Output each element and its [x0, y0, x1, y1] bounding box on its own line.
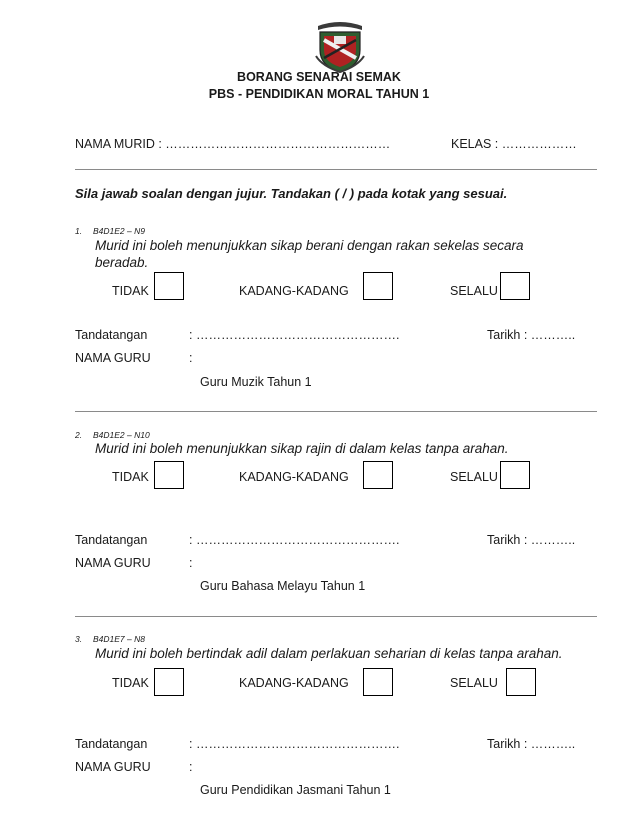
- option-label-selalu: SELALU: [450, 676, 498, 690]
- teacher-colon: :: [189, 760, 193, 774]
- option-label-kadang: KADANG-KADANG: [239, 284, 349, 298]
- checkbox-kadang-kadang[interactable]: [363, 272, 393, 300]
- checkbox-selalu[interactable]: [500, 461, 530, 489]
- option-label-tidak: TIDAK: [112, 284, 149, 298]
- item-statement: Murid ini boleh bertindak adil dalam perlakuan seharian di kelas tanpa arahan.: [95, 646, 563, 661]
- signature-label: Tandatangan: [75, 737, 148, 751]
- item-statement-cont: beradab.: [95, 255, 149, 270]
- teacher-name: Guru Pendidikan Jasmani Tahun 1: [200, 783, 391, 797]
- option-label-selalu: SELALU: [450, 284, 498, 298]
- divider: [75, 169, 597, 170]
- checkbox-kadang-kadang[interactable]: [363, 461, 393, 489]
- option-label-selalu: SELALU: [450, 470, 498, 484]
- item-code: B4D1E7 – N8: [93, 634, 145, 644]
- school-crest-icon: [312, 16, 368, 74]
- teacher-name: Guru Muzik Tahun 1: [200, 375, 312, 389]
- divider: [75, 616, 597, 617]
- teacher-label: NAMA GURU: [75, 760, 151, 774]
- date-field[interactable]: Tarikh : ………..: [487, 533, 576, 547]
- item-number: 3.: [75, 634, 83, 644]
- date-field[interactable]: Tarikh : ………..: [487, 328, 576, 342]
- class-field[interactable]: KELAS : ………………: [451, 137, 577, 151]
- student-name-field[interactable]: NAMA MURID : ………………………………………………: [75, 137, 391, 151]
- item-number: 2.: [75, 430, 83, 440]
- date-field[interactable]: Tarikh : ………..: [487, 737, 576, 751]
- item-statement: Murid ini boleh menunjukkan sikap berani dengan rakan sekelas secara: [95, 238, 524, 253]
- signature-field[interactable]: : ………………………………………….: [189, 328, 400, 342]
- teacher-label: NAMA GURU: [75, 351, 151, 365]
- item-statement: Murid ini boleh menunjukkan sikap rajin di dalam kelas tanpa arahan.: [95, 441, 509, 456]
- instruction: Sila jawab soalan dengan jujur. Tandakan ( / ) pada kotak yang sesuai.: [75, 186, 508, 201]
- checkbox-tidak[interactable]: [154, 668, 184, 696]
- checkbox-selalu[interactable]: [506, 668, 536, 696]
- checkbox-kadang-kadang[interactable]: [363, 668, 393, 696]
- divider: [75, 411, 597, 412]
- teacher-colon: :: [189, 556, 193, 570]
- option-label-tidak: TIDAK: [112, 676, 149, 690]
- checkbox-selalu[interactable]: [500, 272, 530, 300]
- signature-label: Tandatangan: [75, 533, 148, 547]
- signature-field[interactable]: : ………………………………………….: [189, 737, 400, 751]
- option-label-tidak: TIDAK: [112, 470, 149, 484]
- option-label-kadang: KADANG-KADANG: [239, 470, 349, 484]
- form-subtitle: PBS - PENDIDIKAN MORAL TAHUN 1: [208, 87, 430, 101]
- checkbox-tidak[interactable]: [154, 461, 184, 489]
- item-code: B4D1E2 – N10: [93, 430, 150, 440]
- form-title: BORANG SENARAI SEMAK: [237, 70, 401, 84]
- option-label-kadang: KADANG-KADANG: [239, 676, 349, 690]
- teacher-name: Guru Bahasa Melayu Tahun 1: [200, 579, 366, 593]
- teacher-colon: :: [189, 351, 193, 365]
- signature-label: Tandatangan: [75, 328, 148, 342]
- checkbox-tidak[interactable]: [154, 272, 184, 300]
- signature-field[interactable]: : ………………………………………….: [189, 533, 400, 547]
- teacher-label: NAMA GURU: [75, 556, 151, 570]
- item-number: 1.: [75, 226, 83, 236]
- item-code: B4D1E2 – N9: [93, 226, 145, 236]
